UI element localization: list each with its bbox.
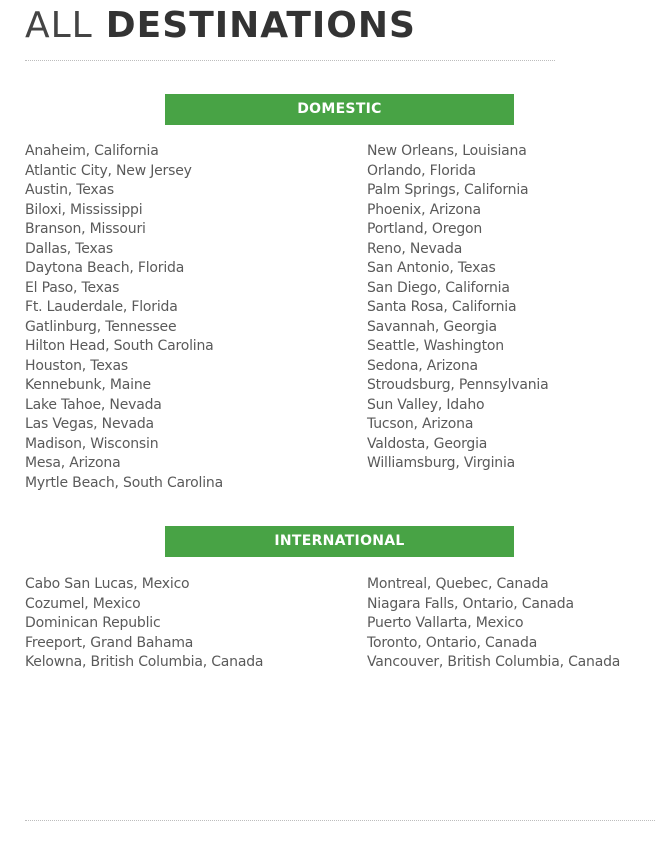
destination-item: Daytona Beach, Florida	[25, 260, 185, 276]
destination-item: Orlando, Florida	[367, 162, 476, 179]
destination-item: Cabo San Lucas, Mexico	[25, 576, 190, 592]
destination-item: Houston, Texas	[25, 357, 128, 374]
destination-item: Kennebunk, Maine	[25, 377, 151, 393]
destination-item: Phoenix, Arizona	[367, 201, 481, 218]
destination-item: Biloxi, Mississippi	[25, 201, 143, 218]
destination-item: Hilton Head, South Carolina	[25, 338, 214, 354]
international-list-right	[367, 575, 620, 673]
destination-item: Sun Valley, Idaho	[367, 396, 485, 413]
destination-item: Ft. Lauderdale, Florida	[25, 299, 178, 315]
destination-item: Anaheim, California	[25, 143, 159, 159]
page-title	[25, 2, 416, 50]
destination-item: Puerto Vallarta, Mexico	[367, 615, 524, 631]
destination-item: Santa Rosa, California	[367, 299, 517, 315]
destination-item: Freeport, Grand Bahama	[25, 634, 194, 651]
page-title-light: ALL	[25, 5, 93, 46]
destination-item: Tucson, Arizona	[367, 416, 474, 432]
destination-item: San Antonio, Texas	[367, 260, 496, 276]
destination-item: Las Vegas, Nevada	[25, 416, 154, 432]
destination-item: Madison, Wisconsin	[25, 435, 159, 452]
destination-item: Montreal, Quebec, Canada	[367, 576, 549, 592]
destination-item: Austin, Texas	[25, 182, 114, 198]
destination-item: Palm Springs, California	[367, 182, 529, 198]
destination-item: Kelowna, British Columbia, Canada	[25, 654, 264, 670]
destination-item: Sedona, Arizona	[367, 357, 478, 374]
international-header: INTERNATIONAL	[165, 526, 514, 557]
destination-item: Gatlinburg, Tennessee	[25, 318, 177, 335]
top-divider	[25, 60, 555, 61]
destination-item: Dallas, Texas	[25, 240, 114, 257]
international-list-left	[25, 575, 263, 673]
domestic-list-right	[367, 142, 548, 474]
destination-item: Branson, Missouri	[25, 221, 146, 237]
destination-item: Niagara Falls, Ontario, Canada	[367, 595, 574, 612]
destination-item: Valdosta, Georgia	[367, 435, 488, 452]
destination-item: Portland, Oregon	[367, 221, 483, 237]
destination-item: Williamsburg, Virginia	[367, 455, 516, 471]
destination-item: Atlantic City, New Jersey	[25, 162, 192, 179]
bottom-divider	[25, 820, 655, 821]
destination-item: Seattle, Washington	[367, 338, 504, 354]
destination-item: El Paso, Texas	[25, 279, 120, 296]
destination-item: New Orleans, Louisiana	[367, 143, 527, 159]
destination-item: Stroudsburg, Pennsylvania	[367, 377, 549, 393]
destination-item: Savannah, Georgia	[367, 318, 497, 335]
destination-item: Cozumel, Mexico	[25, 595, 141, 612]
destination-item: San Diego, California	[367, 279, 510, 296]
destination-item: Reno, Nevada	[367, 240, 463, 257]
destination-item: Myrtle Beach, South Carolina	[25, 474, 223, 491]
destination-item: Mesa, Arizona	[25, 455, 121, 471]
destination-item: Toronto, Ontario, Canada	[367, 634, 538, 651]
destination-item: Vancouver, British Columbia, Canada	[367, 654, 621, 670]
destination-item: Dominican Republic	[25, 615, 161, 631]
page-title-bold: DESTINATIONS	[105, 5, 416, 46]
destination-item: Lake Tahoe, Nevada	[25, 396, 162, 413]
domestic-list-left	[25, 142, 223, 493]
domestic-header: DOMESTIC	[165, 94, 514, 125]
